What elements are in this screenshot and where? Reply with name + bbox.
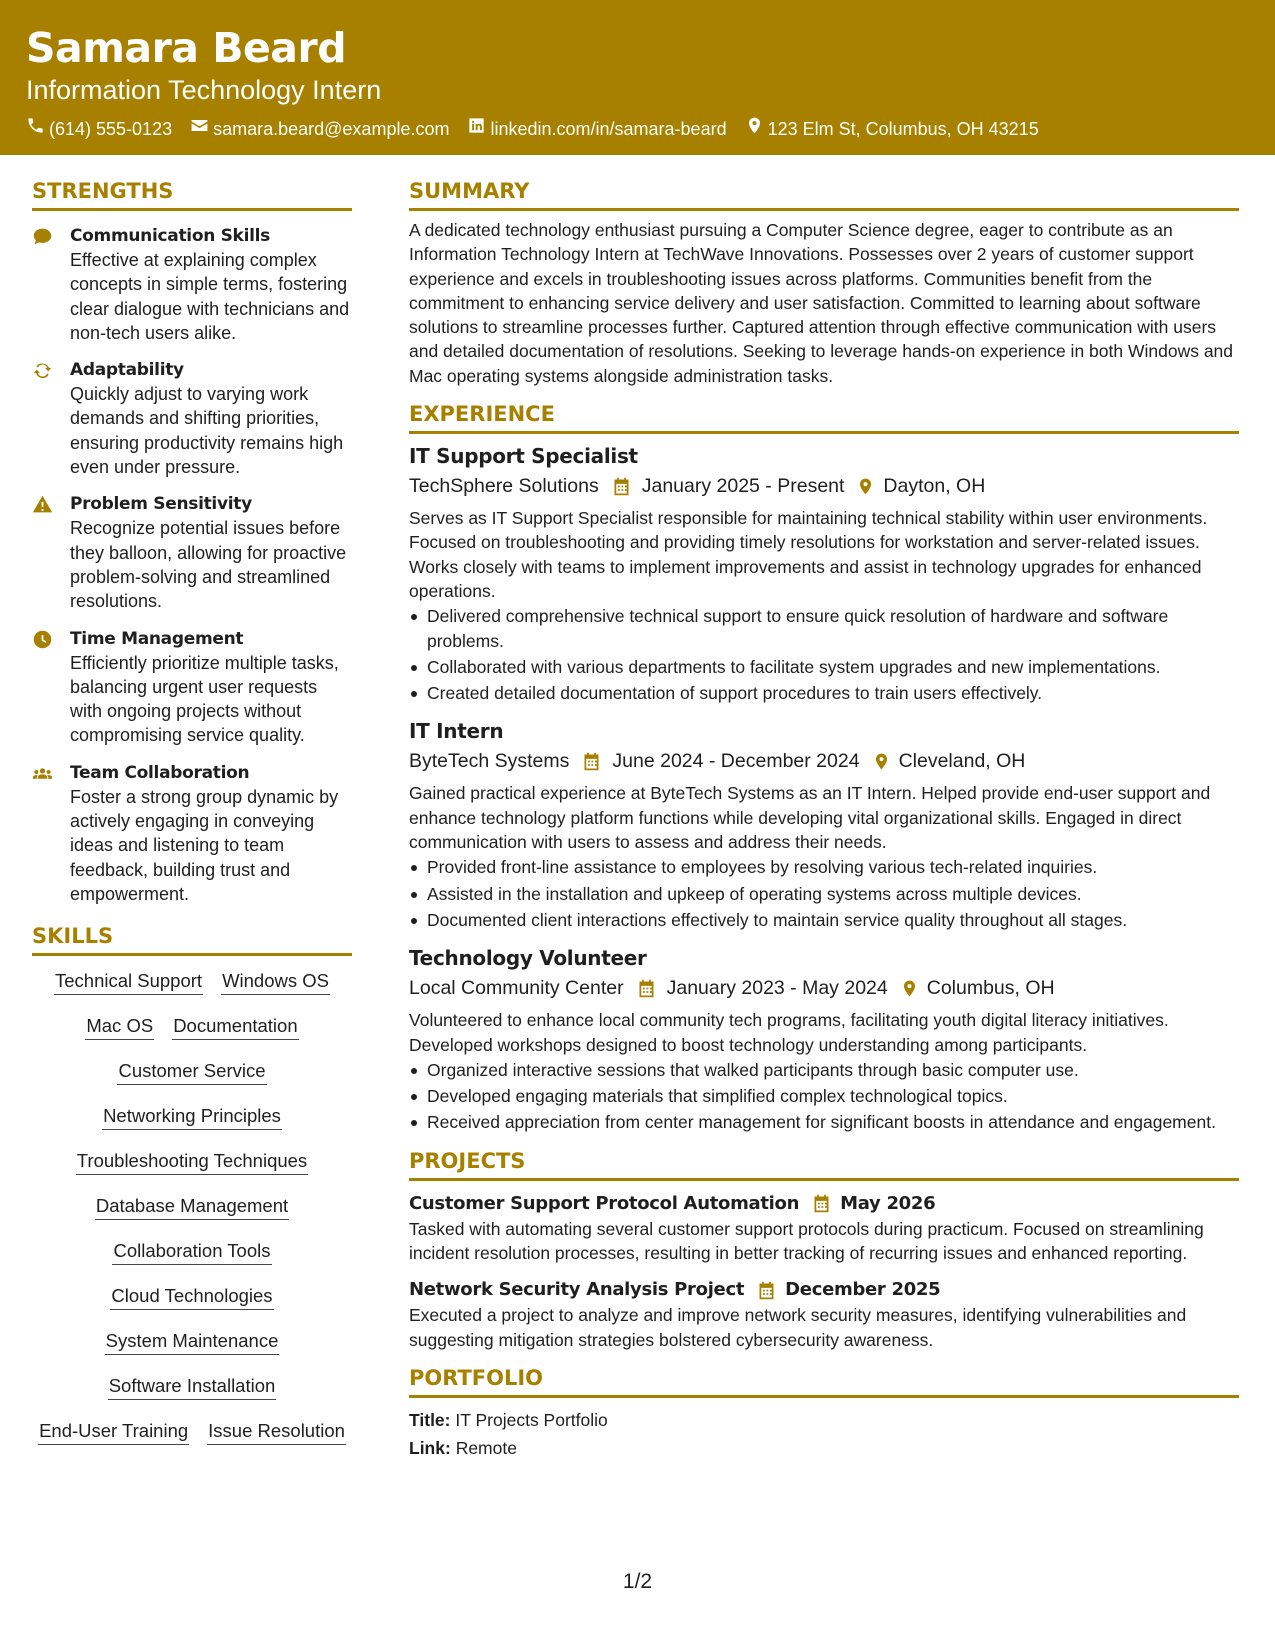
skills-heading: SKILLS xyxy=(32,920,352,956)
clock-icon xyxy=(32,627,70,748)
skill-tag: System Maintenance xyxy=(105,1328,280,1355)
calendar-icon xyxy=(581,751,602,772)
strength-desc: Foster a strong group dynamic by actively engaging in conveying ideas and listening to team feedback, building trust and empowerment. xyxy=(70,786,339,904)
strength-item xyxy=(32,492,352,613)
summary-heading: SUMMARY xyxy=(409,175,1239,211)
strength-name: Adaptability xyxy=(70,360,184,381)
candidate-title: Information Technology Intern xyxy=(26,75,382,105)
summary-text: A dedicated technology enthusiast pursuing a Computer Science degree, eager to contribute as an Information Technology Intern at TechWave Innovations. Possesses over 2 years of customer support experience and excels in troubleshooting issues across platforms. Communities benefit from the commitment to enhancing service delivery and user satisfaction. Committed to learning about software solutions to streamline processes further. Captured attention through effective communication with users and detailed documentation of resolutions. Seeking to leverage hands-on experience in both Windows and Mac operating systems alongside administration tasks. xyxy=(409,220,1234,386)
strength-item xyxy=(32,224,352,345)
linkedin-text: linkedin.com/in/samara-beard xyxy=(490,118,727,139)
skill-tag: Software Installation xyxy=(108,1373,277,1400)
project-header xyxy=(409,1277,1239,1303)
job-location: Cleveland, OH xyxy=(898,750,1026,773)
bullet-item: Assisted in the installation and upkeep of operating systems across multiple devices. xyxy=(409,882,1239,906)
linkedin-icon xyxy=(467,116,486,141)
skill-tag: Technical Support xyxy=(54,968,203,995)
portfolio-title-label: Title: xyxy=(409,1409,451,1430)
resume-header xyxy=(0,0,1275,155)
page-number: 1/2 xyxy=(622,1570,653,1593)
portfolio-title-row xyxy=(409,1406,1239,1434)
experience-heading: EXPERIENCE xyxy=(409,398,1239,434)
strength-desc: Effective at explaining complex concepts in simple terms, fostering clear dialogue with technicians and non-tech users alike. xyxy=(70,250,350,343)
job-entry xyxy=(409,944,1239,1134)
envelope-icon xyxy=(190,116,209,141)
job-location: Dayton, OH xyxy=(883,475,986,498)
project-name: Network Security Analysis Project xyxy=(409,1279,745,1301)
job-meta xyxy=(409,746,1239,776)
strength-desc: Recognize potential issues before they balloon, allowing for proactive problem-solving and streamlined resolutions. xyxy=(70,518,347,612)
strength-item xyxy=(32,358,352,479)
job-title: Technology Volunteer xyxy=(409,946,647,971)
bullet-item: Organized interactive sessions that walked participants through basic computer use. xyxy=(409,1058,1239,1082)
job-bullets xyxy=(409,855,1239,932)
job-bullets xyxy=(409,604,1239,705)
contact-linkedin[interactable] xyxy=(467,116,726,141)
contact-email[interactable] xyxy=(190,116,449,141)
strength-desc: Quickly adjust to varying work demands and shifting priorities, ensuring productivity remains high even under pressure. xyxy=(70,384,344,478)
skill-tag: Mac OS xyxy=(85,1013,154,1040)
contact-bar xyxy=(26,116,1249,141)
portfolio-heading: PORTFOLIO xyxy=(409,1362,1239,1398)
email-text: samara.beard@example.com xyxy=(213,118,450,139)
skill-tag: Troubleshooting Techniques xyxy=(76,1148,308,1175)
job-entry xyxy=(409,717,1239,932)
project-description: Tasked with automating several customer support protocols during practicum. Focused on streamlining incident resolution processes, resulting in better tracking of recurring issues and enhanced reporting. xyxy=(409,1218,1204,1264)
contact-phone[interactable] xyxy=(26,116,172,141)
bullet-item: Developed engaging materials that simplified complex technological topics. xyxy=(409,1084,1239,1108)
job-dates: June 2024 - December 2024 xyxy=(612,750,860,773)
skill-tag: Database Management xyxy=(95,1193,289,1220)
bullet-item: Created detailed documentation of support procedures to train users effectively. xyxy=(409,681,1239,705)
job-meta xyxy=(409,471,1239,501)
company-name: TechSphere Solutions xyxy=(409,475,599,498)
warning-icon xyxy=(32,492,70,613)
strength-item xyxy=(32,761,352,906)
skill-tag: Windows OS xyxy=(221,968,330,995)
calendar-icon xyxy=(811,1193,832,1214)
job-location: Columbus, OH xyxy=(926,977,1055,1000)
project-entry xyxy=(409,1191,1239,1266)
phone-text: (614) 555-0123 xyxy=(49,118,173,139)
location-pin-icon xyxy=(745,116,764,141)
skill-tag: Collaboration Tools xyxy=(112,1238,271,1265)
strengths-list xyxy=(32,224,352,906)
job-entry xyxy=(409,442,1239,705)
project-header xyxy=(409,1191,1239,1217)
portfolio-link-row xyxy=(409,1434,1239,1462)
address-text: 123 Elm St, Columbus, OH 43215 xyxy=(767,118,1039,139)
bullet-item: Delivered comprehensive technical support to ensure quick resolution of hardware and software problems. xyxy=(409,604,1239,653)
project-date: May 2026 xyxy=(840,1192,936,1214)
job-dates: January 2025 - Present xyxy=(641,475,845,498)
sync-icon xyxy=(32,358,70,479)
strength-name: Time Management xyxy=(70,628,244,649)
strengths-heading: STRENGTHS xyxy=(32,175,352,211)
phone-icon xyxy=(26,116,45,141)
project-name: Customer Support Protocol Automation xyxy=(409,1192,800,1214)
skills-list xyxy=(32,968,352,1463)
portfolio-link-value[interactable]: Remote xyxy=(455,1437,517,1458)
project-entry xyxy=(409,1277,1239,1352)
location-pin-icon xyxy=(900,978,919,999)
portfolio-link-label: Link: xyxy=(409,1437,451,1458)
job-title: IT Intern xyxy=(409,719,504,744)
skill-tag: Issue Resolution xyxy=(207,1418,346,1445)
project-date: December 2025 xyxy=(785,1279,941,1301)
skill-tag: Documentation xyxy=(172,1013,298,1040)
bullet-item: Documented client interactions effectively to maintain service quality throughout all stages. xyxy=(409,908,1239,932)
left-column xyxy=(32,175,352,1463)
location-pin-icon xyxy=(856,476,875,497)
location-pin-icon xyxy=(872,751,891,772)
strength-name: Problem Sensitivity xyxy=(70,494,252,515)
project-description: Executed a project to analyze and improve network security measures, identifying vulnerabilities and suggesting mitigation strategies bolstered cybersecurity awareness. xyxy=(409,1305,1187,1350)
calendar-icon xyxy=(611,476,632,497)
job-dates: January 2023 - May 2024 xyxy=(666,977,888,1000)
skill-tag: Customer Service xyxy=(117,1058,266,1085)
candidate-name: Samara Beard xyxy=(26,24,347,72)
users-icon xyxy=(32,761,70,906)
job-description: Serves as IT Support Specialist responsible for maintaining technical stability within user environments. Focused on troubleshooting and providing timely resolutions for workstation and server-related issues. Works closely with teams to implement improvements and assist in technology upgrades for enhanced operations. xyxy=(409,508,1208,601)
strength-desc: Efficiently prioritize multiple tasks, balancing urgent user requests with ongoing projects without compromising service quality. xyxy=(70,652,339,746)
skill-tag: End-User Training xyxy=(38,1418,189,1445)
company-name: ByteTech Systems xyxy=(409,750,570,773)
skill-tag: Cloud Technologies xyxy=(110,1283,273,1310)
bullet-item: Provided front-line assistance to employees by resolving various tech-related inquiries. xyxy=(409,855,1239,879)
strength-name: Team Collaboration xyxy=(70,762,250,783)
skill-tag: Networking Principles xyxy=(102,1103,282,1130)
portfolio-details xyxy=(409,1406,1239,1462)
calendar-icon xyxy=(636,978,657,999)
contact-address xyxy=(745,116,1039,141)
portfolio-title-value: IT Projects Portfolio xyxy=(455,1409,608,1430)
bullet-item: Collaborated with various departments to facilitate system upgrades and new implementations. xyxy=(409,655,1239,679)
job-meta xyxy=(409,973,1239,1003)
right-column xyxy=(409,175,1239,1462)
bullet-item: Received appreciation from center management for significant boosts in attendance and engagement. xyxy=(409,1110,1239,1134)
strength-name: Communication Skills xyxy=(70,226,270,246)
comment-icon xyxy=(32,224,70,345)
company-name: Local Community Center xyxy=(409,977,624,1000)
job-bullets xyxy=(409,1058,1239,1135)
job-description: Gained practical experience at ByteTech Systems as an IT Intern. Helped provide end-user support and enhance technology platform functions while developing vital organizational skills. Engaged in direct communication with users to assess and address their needs. xyxy=(409,783,1211,853)
projects-heading: PROJECTS xyxy=(409,1145,1239,1181)
calendar-icon xyxy=(756,1280,777,1301)
job-description: Volunteered to enhance local community tech programs, facilitating youth digital literacy initiatives. Developed workshops designed to boost technology understanding among participants. xyxy=(409,1010,1169,1055)
strength-item xyxy=(32,627,352,748)
job-title: IT Support Specialist xyxy=(409,444,638,469)
